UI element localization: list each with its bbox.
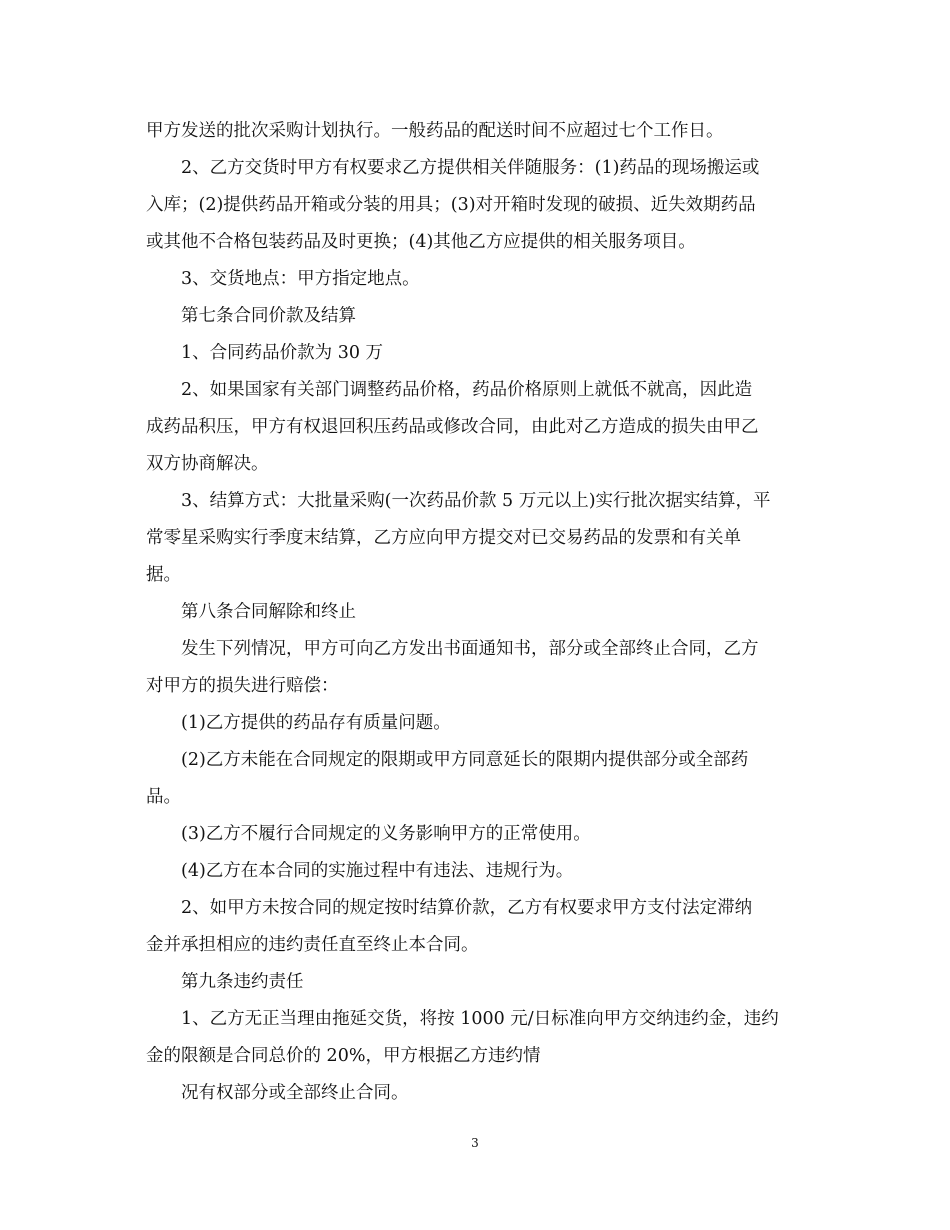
text-line: 1、合同药品价款为 30 万: [181, 343, 384, 363]
text-line: 甲方发送的批次采购计划执行。一般药品的配送时间不应超过七个工作日。: [146, 121, 724, 141]
text-line: 发生下列情况，甲方可向乙方发出书面通知书，部分或全部终止合同，乙方: [181, 639, 759, 659]
section-heading: 第七条合同价款及结算: [181, 306, 356, 326]
text-line: 对甲方的损失进行赔偿：: [146, 676, 339, 696]
section-heading: 第八条合同解除和终止: [181, 602, 356, 622]
section-heading: 第九条违约责任: [181, 972, 304, 992]
text-line: 3、交货地点：甲方指定地点。: [181, 269, 420, 289]
document-body: [146, 113, 816, 1112]
text-line: 双方协商解决。: [146, 454, 269, 474]
text-line: 1、乙方无正当理由拖延交货，将按 1000 元/日标准向甲方交纳违约金，违约: [181, 1009, 779, 1029]
text-line: 品。: [146, 787, 181, 807]
text-line: (2)乙方未能在合同规定的限期或甲方同意延长的限期内提供部分或全部药: [181, 750, 749, 770]
text-line: 据。: [146, 565, 181, 585]
text-line: 常零星采购实行季度末结算，乙方应向甲方提交对已交易药品的发票和有关单: [146, 528, 741, 548]
text-line: (3)乙方不履行合同规定的义务影响甲方的正常使用。: [181, 824, 591, 844]
text-line: 2、如甲方未按合同的规定按时结算价款，乙方有权要求甲方支付法定滞纳: [181, 898, 753, 918]
text-line: 2、乙方交货时甲方有权要求乙方提供相关伴随服务：(1)药品的现场搬运或: [181, 158, 760, 178]
text-line: (4)乙方在本合同的实施过程中有违法、违规行为。: [181, 861, 574, 881]
text-line: 成药品积压，甲方有权退回积压药品或修改合同，由此对乙方造成的损失由甲乙: [146, 417, 759, 437]
page-number: 3: [471, 1136, 479, 1150]
text-line: 3、结算方式：大批量采购(一次药品价款 5 万元以上)实行批次据实结算，平: [181, 491, 771, 511]
text-line: 金并承担相应的违约责任直至终止本合同。: [146, 935, 479, 955]
text-line: 况有权部分或全部终止合同。: [181, 1083, 409, 1103]
text-line: (1)乙方提供的药品存有质量问题。: [181, 713, 451, 733]
text-line: 金的限额是合同总价的 20%，甲方根据乙方违约情: [146, 1046, 541, 1066]
text-line: 入库；(2)提供药品开箱或分装的用具；(3)对开箱时发现的破损、近失效期药品: [146, 195, 756, 215]
text-line: 或其他不合格包装药品及时更换；(4)其他乙方应提供的相关服务项目。: [146, 232, 696, 252]
text-line: 2、如果国家有关部门调整药品价格，药品价格原则上就低不就高，因此造: [181, 380, 753, 400]
